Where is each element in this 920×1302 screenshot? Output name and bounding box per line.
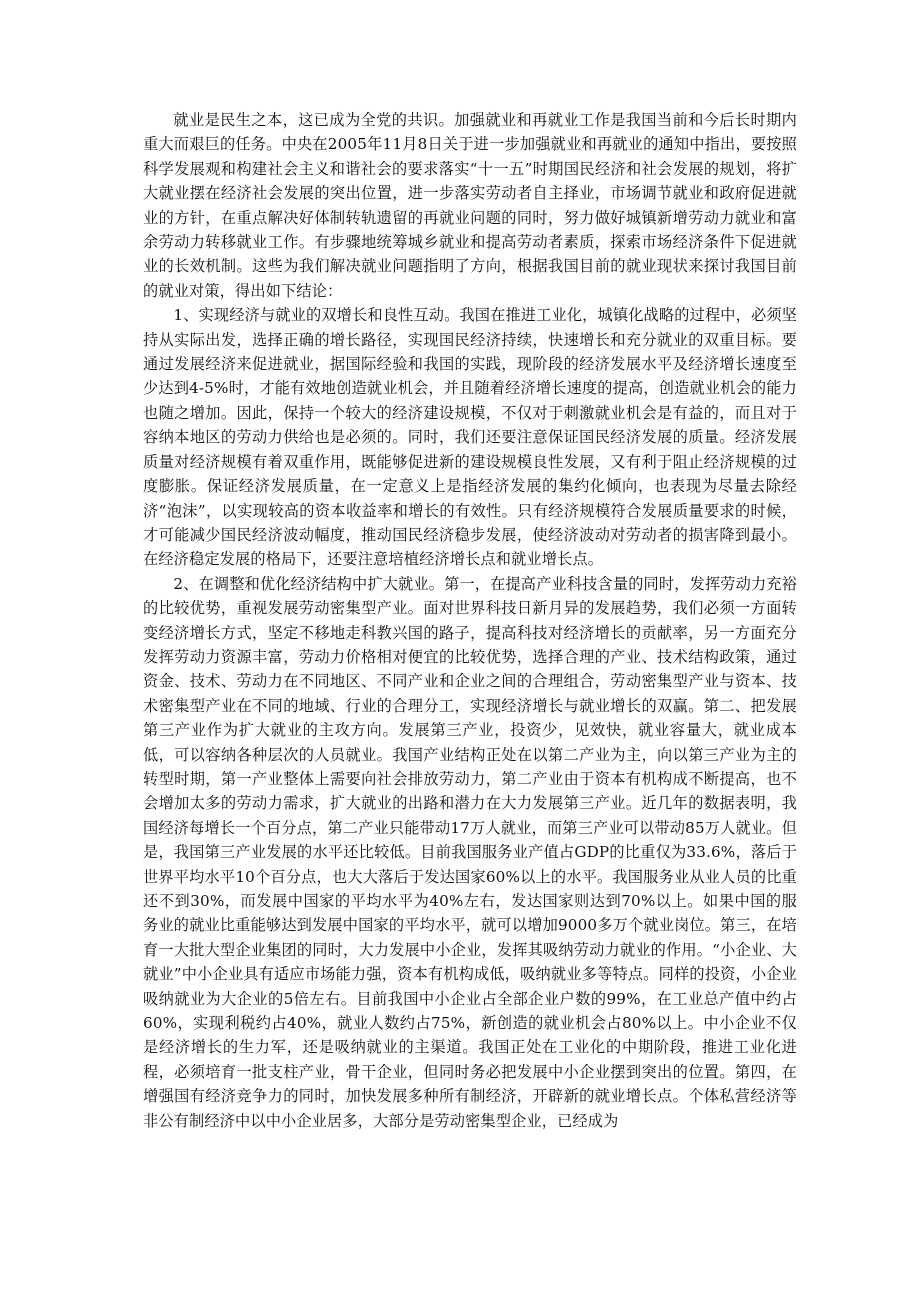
paragraph-point-1: 1、实现经济与就业的双增长和良性互动。我国在推进工业化，城镇化战略的过程中，必须坚持从实际出发，选择正确的增长路径，实现国民经济持续，快速增长和充分就业的双重目标。要通过发展经济来促进就业，据国际经验和我国的实践，现阶段的经济发展水平及经济增长速度至少达到4-5%时，才能有效地创造就业机会，并且随着经济增长速度的提高，创造就业机会的能力也随之增加。因此，保持一个较大的经济建设规模，不仅对于刺激就业机会是有益的，而且对于容纳本地区的劳动力供给也是必须的。同时，我们还要注意保证国民经济发展的质量。经济发展质量对经济规模有着双重作用，既能够促进新的建设规模良性发展，又有利于阻止经济规模的过度膨胀。保证经济发展质量，在一定意义上是指经济发展的集约化倾向，也表现为尽量去除经济“泡沫”，以实现较高的资本收益率和增长的有效性。只有经济规模符合发展质量要求的时候，才可能减少国民经济波动幅度，推动国民经济稳步发展，使经济波动对劳动者的损害降到最小。在经济稳定发展的格局下，还要注意培植经济增长点和就业增长点。 xyxy=(143,306,797,569)
document-body xyxy=(143,108,797,1133)
paragraph-point-2: 2、在调整和优化经济结构中扩大就业。第一，在提高产业科技含量的同时，发挥劳动力充裕的比较优势，重视发展劳动密集型产业。面对世界科技日新月异的发展趋势，我们必须一方面转变经济增长方式，坚定不移地走科教兴国的路子，提高科技对经济增长的贡献率，另一方面充分发挥劳动力资源丰富，劳动力价格相对便宜的比较优势，选择合理的产业、技术结构政策，通过资金、技术、劳动力在不同地区、不同产业和企业之间的合理组合，劳动密集型产业与资本、技术密集型产业在不同的地域、行业的合理分工，实现经济增长与就业增长的双赢。第二、把发展第三产业作为扩大就业的主攻方向。发展第三产业，投资少，见效快，就业容量大，就业成本低，可以容纳各种层次的人员就业。我国产业结构正处在以第二产业为主，向以第三产业为主的转型时期，第一产业整体上需要向社会排放劳动力，第二产业由于资本有机构成不断提高，也不会增加太多的劳动力需求，扩大就业的出路和潜力在大力发展第三产业。近几年的数据表明，我国经济每增长一个百分点，第二产业只能带动17万人就业，而第三产业可以带动85万人就业。但是，我国第三产业发展的水平还比较低。目前我国服务业产值占GDP的比重仅为33.6%，落后于世界平均水平10个百分点，也大大落后于发达国家60%以上的水平。我国服务业从业人员的比重还不到30%，而发展中国家的平均水平为40%左右，发达国家则达到70%以上。如果中国的服务业的就业比重能够达到发展中国家的平均水平，就可以增加9000多万个就业岗位。第三，在培育一大批大型企业集团的同时，大力发展中小企业，发挥其吸纳劳动力就业的作用。“小企业、大就业”中小企业具有适应市场能力强，资本有机构成低，吸纳就业多等特点。同样的投资，小企业吸纳就业为大企业的5倍左右。目前我国中小企业占全部企业户数的99%，在工业总产值中约占60%，实现利税约占40%，就业人数约占75%，新创造的就业机会占80%以上。中小企业不仅是经济增长的生力军，还是吸纳就业的主渠道。我国正处在工业化的中期阶段，推进工业化进程，必须培育一批支柱产业，骨干企业，但同时务必把发展中小企业摆到突出的位置。第四，在增强国有经济竞争力的同时，加快发展多种所有制经济，开辟新的就业增长点。个体私营经济等非公有制经济中以中小企业居多，大部分是劳动密集型企业，已经成为 xyxy=(143,574,797,1130)
paragraph-intro: 就业是民生之本，这已成为全党的共识。加强就业和再就业工作是我国当前和今后长时期内重大而艰巨的任务。中央在2005年11月8日关于进一步加强就业和再就业的通知中指出，要按照科学发展观和构建社会主义和谐社会的要求落实“十一五”时期国民经济和社会发展的规划，将扩大就业摆在经济社会发展的突出位置，进一步落实劳动者自主择业，市场调节就业和政府促进就业的方针，在重点解决好体制转轨遗留的再就业问题的同时，努力做好城镇新增劳动力就业和富余劳动力转移就业工作。有步骤地统筹城乡就业和提高劳动者素质，探索市场经济条件下促进就业的长效机制。这些为我们解决就业问题指明了方向，根据我国目前的就业现状来探讨我国目前的就业对策，得出如下结论： xyxy=(143,111,797,300)
